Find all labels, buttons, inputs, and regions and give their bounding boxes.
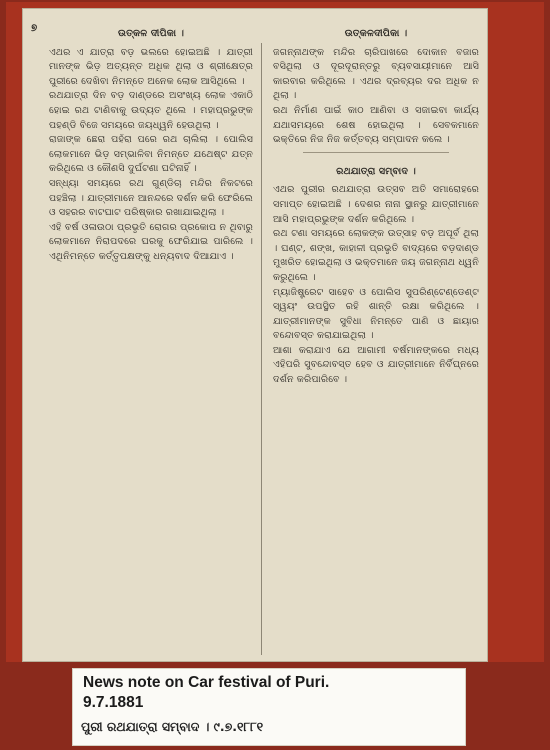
left-column xyxy=(49,9,253,661)
newspaper-page xyxy=(22,8,488,662)
right-column-heading: ଉତ୍କଳଦୀପିକା । xyxy=(344,28,408,39)
page-number: ୭ xyxy=(31,23,38,34)
paragraph: ଜଗନ୍ନାଥଙ୍କ ମନ୍ଦିର ଚାରିପାଖରେ ଦୋକାନ ବଜାର ବସିଥିଲା ଓ ଦୂରଦୂରାନ୍ତରୁ ବ୍ୟବସାୟୀମାନେ ଆସି କାରବାର କରିଥିଲେ । ଏଥର ଦ୍ରବ୍ୟର ଦର ଅଧିକ ନ ଥିଲା । xyxy=(273,46,479,102)
paragraph: ଆଶା କରାଯାଏ ଯେ ଆଗାମୀ ବର୍ଷମାନଙ୍କରେ ମଧ୍ୟ ଏହିପରି ସୁବନ୍ଦୋବସ୍ତ ହେବ ଓ ଯାତ୍ରୀମାନେ ନିର୍ବିଘ୍ନରେ ଦର୍ଶନ କରିପାରିବେ । xyxy=(273,344,479,386)
right-column xyxy=(273,9,479,661)
left-paragraphs xyxy=(49,46,253,265)
paragraph: ସନ୍ଧ୍ୟା ସମୟରେ ରଥ ଗୁଣ୍ଡିଚା ମନ୍ଦିର ନିକଟରେ ପହଞ୍ଚିଲା । ଯାତ୍ରୀମାନେ ଆନନ୍ଦରେ ଦର୍ଶନ କରି ଫେରିଲେ ଓ ସହରର ବାଟଘାଟ ପରିଷ୍କାର ରଖାଯାଇଥିଲା । xyxy=(49,177,253,219)
column-divider xyxy=(261,43,262,655)
article-subheading: ରଥଯାତ୍ରା ସମ୍ବାଦ । xyxy=(336,165,416,177)
paragraph: ରାଜାଙ୍କ ଛେରା ପହଁରା ପରେ ରଥ ଚାଲିଲା । ପୋଲିସ ଲୋକମାନେ ଭିଡ଼ ସମ୍ଭାଳିବା ନିମନ୍ତେ ଯଥେଷ୍ଟ ଯତ୍ନ କରିଥିଲେ ଓ କୌଣସି ଦୁର୍ଘଟଣା ଘଟିନାହିଁ । xyxy=(49,134,253,175)
caption-box xyxy=(72,668,466,746)
paragraph: ରଥ ନିର୍ମାଣ ପାଇଁ କାଠ ଆଣିବା ଓ ସଜାଇବା କାର୍ଯ୍ୟ ଯଥାସମୟରେ ଶେଷ ହୋଇଥିଲା । ସେବକମାନେ ଭକ୍ତିରେ ନିଜ ନିଜ କର୍ତ୍ତବ୍ୟ ସମ୍ପାଦନ କଲେ । xyxy=(273,104,479,146)
paragraph: ରଥ ଟଣା ସମୟରେ ଲୋକଙ୍କ ଉତ୍ସାହ ବଡ଼ ଅପୂର୍ବ ଥିଲା । ଘଣ୍ଟ, ଶଙ୍ଖ, କାହାଳୀ ପ୍ରଭୃତି ବାଦ୍ୟରେ ବଡ଼ଦାଣ୍ଡ ମୁଖରିତ ହୋଇଥିଲା ଓ ଭକ୍ତମାନେ ଜୟ ଜଗନ୍ନାଥ ଧ୍ୱନି କରୁଥିଲେ । xyxy=(273,228,479,283)
paragraph: ରଥଯାତ୍ରା ଦିନ ବଡ଼ ଦାଣ୍ଡରେ ଅସଂଖ୍ୟ ଲୋକ ଏକାଠି ହୋଇ ରଥ ଟାଣିବାକୁ ଉଦ୍ୟତ ଥିଲେ । ମହାପ୍ରଭୁଙ୍କ ପହଣ୍ଡି ବିଜେ ସମୟରେ ଜୟଧ୍ୱନି ହେଉଥିଲା । xyxy=(49,90,253,131)
left-column-heading: ଉତ୍କଳ ଦୀପିକା । xyxy=(118,28,184,39)
caption-title: News note on Car festival of Puri. xyxy=(83,674,330,691)
section-rule xyxy=(303,152,449,153)
caption-date: 9.7.1881 xyxy=(83,694,144,711)
paragraph: ଏଥର ଏ ଯାତ୍ରା ବଡ଼ ଭଲରେ ହୋଇଅଛି । ଯାତ୍ରୀ ମାନଙ୍କ ଭିଡ଼ ଅତ୍ୟନ୍ତ ଅଧିକ ଥିଲା ଓ ଶ୍ରୀକ୍ଷେତ୍ର ପୁରୀରେ ଦେଖିବା ନିମନ୍ତେ ଅନେକ ଲୋକ ଆସିଥିଲେ । xyxy=(49,46,253,87)
paragraph: ଏଥର ପୁରୀର ରଥଯାତ୍ରା ଉତ୍ସବ ଅତି ସମାରୋହରେ ସମାପ୍ତ ହୋଇଅଛି । ଦେଶର ନାନା ସ୍ଥାନରୁ ଯାତ୍ରୀମାନେ ଆସି ମହାପ୍ରଭୁଙ୍କ ଦର୍ଶନ କରିଥିଲେ । xyxy=(273,184,479,225)
paragraph: ଏହି ବର୍ଷ ଓଳାଉଠା ପ୍ରଭୃତି ରୋଗର ପ୍ରକୋପ ନ ଥିବାରୁ ଲୋକମାନେ ନିରାପଦରେ ଘରକୁ ଫେରିଯାଇ ପାରିଲେ । ଏଥିନିମନ୍ତେ କର୍ତ୍ତୃପକ୍ଷଙ୍କୁ ଧନ୍ୟବାଦ ଦିଆଯାଏ । xyxy=(49,221,253,262)
paragraph: ମ୍ୟାଜିଷ୍ଟ୍ରେଟ ସାହେବ ଓ ପୋଲିସ ସୁପରିଣ୍ଟେଣ୍ଡେଣ୍ଟ ସ୍ୱୟଂ ଉପସ୍ଥିତ ରହି ଶାନ୍ତି ରକ୍ଷା କରିଥିଲେ । ଯାତ୍ରୀମାନଙ୍କ ସୁବିଧା ନିମନ୍ତେ ପାଣି ଓ ଛାୟାର ବନ୍ଦୋବସ୍ତ କରାଯାଇଥିଲା । xyxy=(273,286,479,342)
caption-odia-line: ପୁରୀ ରଥଯାତ୍ରା ସମ୍ବାଦ । ୯.୭.୧୮୮୧ xyxy=(81,719,264,734)
right-paragraphs xyxy=(273,46,479,148)
right-paragraphs-2 xyxy=(273,183,479,387)
